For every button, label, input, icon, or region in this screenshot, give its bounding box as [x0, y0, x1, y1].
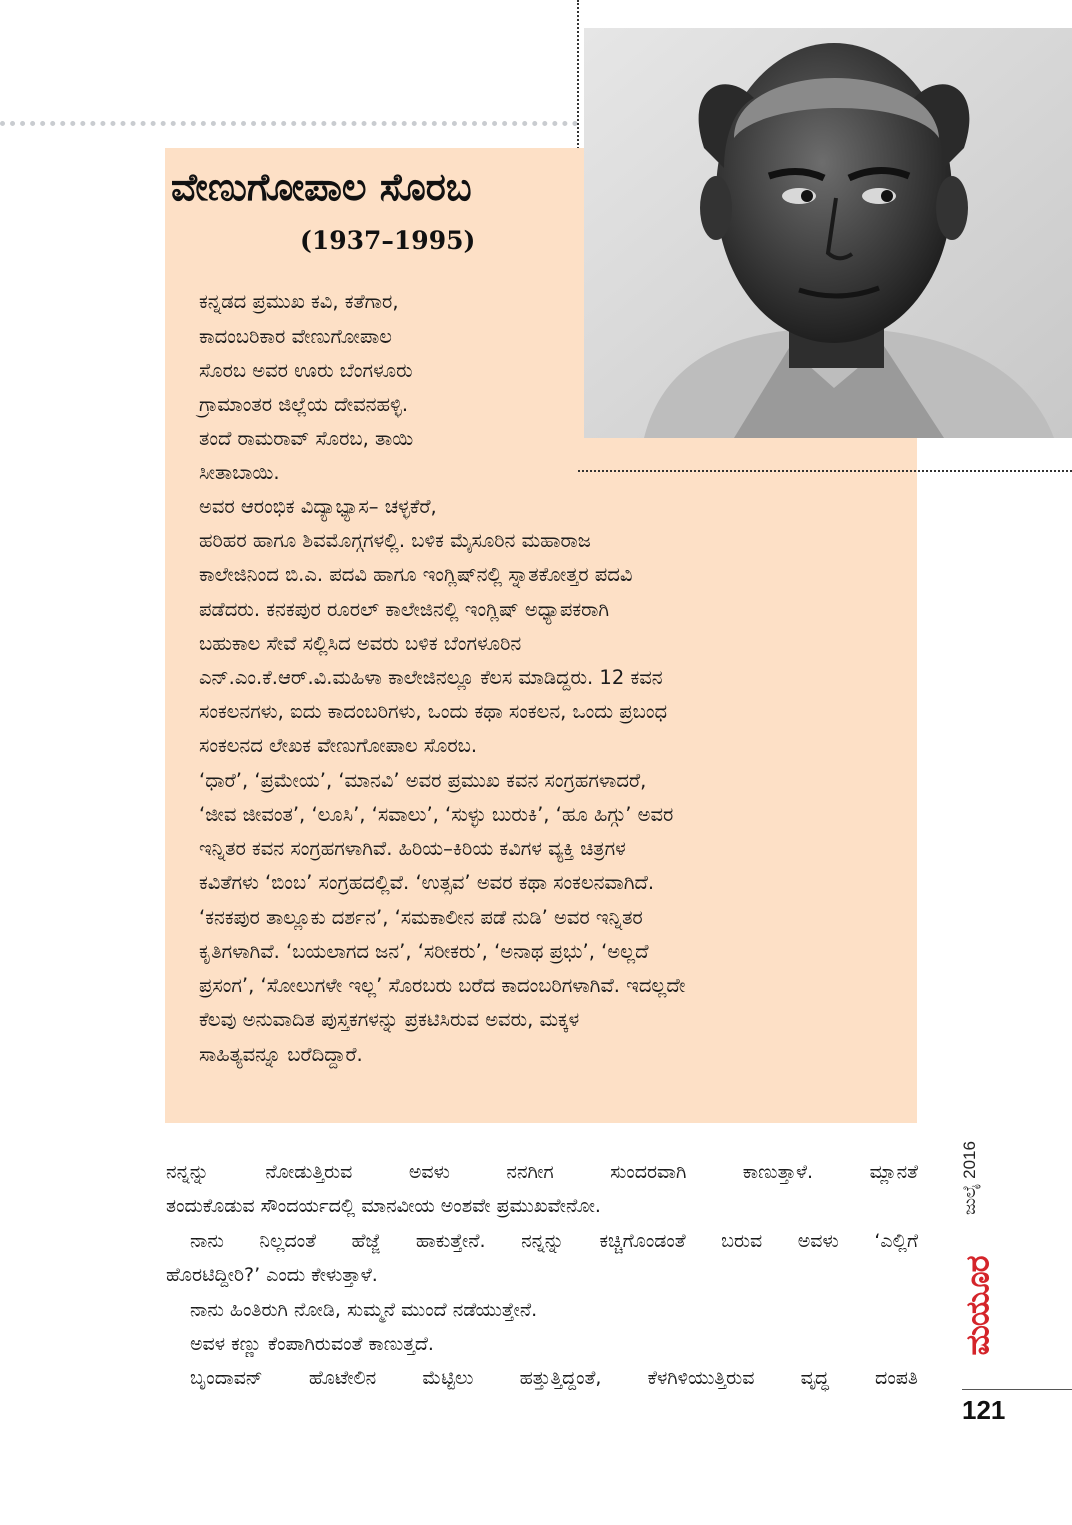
story-line: ತಂದುಕೊಡುವ ಸೌಂದರ್ಯದಲ್ಲಿ ಮಾನವೀಯ ಅಂಶವೇ ಪ್ರಮುಖವೇನೋ. — [166, 1195, 601, 1217]
bio-line: ಸಂಕಲನಗಳು, ಐದು ಕಾದಂಬರಿಗಳು, ಒಂದು ಕಥಾ ಸಂಕಲನ, ಒಂದು ಪ್ರಬಂಧ — [199, 700, 668, 723]
bio-line: ಹರಿಹರ ಹಾಗೂ ಶಿವಮೊಗ್ಗಗಳಲ್ಲಿ. ಬಳಿಕ ಮೈಸೂರಿನ ಮಹಾರಾಜ — [199, 529, 591, 552]
author-photo — [584, 28, 1072, 438]
bio-line: ಪ್ರಸಂಗ’, ‘ಸೋಲುಗಳೇ ಇಲ್ಲ’ ಸೊರಬರು ಬರೆದ ಕಾದಂಬರಿಗಳಾಗಿವೆ. ಇದಲ್ಲದೇ — [199, 974, 686, 997]
dotted-rule-right — [578, 470, 1072, 472]
bio-line: ಕನ್ನಡದ ಪ್ರಮುಖ ಕವಿ, ಕತೆಗಾರ, — [199, 290, 399, 313]
masthead-text: ಮಯೂರ — [958, 1256, 997, 1356]
bio-line: ಸಂಕಲನದ ಲೇಖಕ ವೇಣುಗೋಪಾಲ ಸೊರಬ. — [199, 734, 478, 757]
bio-line: ಕೆಲವು ಅನುವಾದಿತ ಪುಸ್ತಕಗಳನ್ನು ಪ್ರಕಟಿಸಿರುವ ಅವರು, ಮಕ್ಕಳ — [199, 1008, 580, 1031]
bio-line: ಕವಿತೆಗಳು ‘ಬಿಂಬ’ ಸಂಗ್ರಹದಲ್ಲಿವೆ. ‘ಉತ್ಸವ’ ಅವರ ಕಥಾ ಸಂಕಲನವಾಗಿದೆ. — [199, 871, 655, 894]
author-portrait-image — [584, 28, 1072, 438]
bio-line: ಎನ್.ಎಂ.ಕೆ.ಆರ್.ವಿ.ಮಹಿಳಾ ಕಾಲೇಜಿನಲ್ಲೂ ಕೆಲಸ ಮಾಡಿದ್ದರು. 12 ಕವನ — [199, 666, 663, 689]
bio-line: ಇನ್ನಿತರ ಕವನ ಸಂಗ್ರಹಗಳಾಗಿವೆ. ಹಿರಿಯ–ಕಿರಿಯ ಕವಿಗಳ ವ್ಯಕ್ತಿ ಚಿತ್ರಗಳ — [199, 837, 626, 860]
bio-line: ಬಹುಕಾಲ ಸೇವೆ ಸಲ್ಲಿಸಿದ ಅವರು ಬಳಿಕ ಬೆಂಗಳೂರಿನ — [199, 632, 522, 655]
bio-line: ಗ್ರಾಮಾಂತರ ಜಿಲ್ಲೆಯ ದೇವನಹಳ್ಳಿ. — [199, 393, 409, 416]
bio-years: (1937–1995) — [300, 226, 476, 255]
page-number-rule — [962, 1389, 1072, 1390]
page-number: 121 — [962, 1395, 1006, 1425]
dotted-rule-top — [0, 121, 578, 126]
story-line: ನಾನು ನಿಲ್ಲದಂತೆ ಹೆಜ್ಜೆ ಹಾಕುತ್ತೇನೆ. ನನ್ನನ್ನು ಕಚ್ಚಿಗೊಂಡಂತೆ ಬರುವ ಅವಳು ‘ಎಲ್ಲಿಗೆ — [190, 1230, 918, 1252]
issue-date — [940, 1130, 1000, 1225]
bio-line: ಕೃತಿಗಳಾಗಿವೆ. ‘ಬಯಲಾಗದ ಜನ’, ‘ಸರೀಕರು’, ‘ಅನಾಥ ಪ್ರಭು’, ‘ಅಲ್ಲದೆ — [199, 940, 649, 963]
bio-line: ಸೊರಬ ಅವರ ಊರು ಬೆಂಗಳೂರು — [199, 359, 413, 382]
bio-line: ಕಾಲೇಜಿನಿಂದ ಬಿ.ಎ. ಪದವಿ ಹಾಗೂ ಇಂಗ್ಲಿಷ್‌ನಲ್ಲಿ ಸ್ನಾತಕೋತ್ತರ ಪದವಿ — [199, 563, 633, 586]
story-line: ಅವಳ ಕಣ್ಣು ಕೆಂಪಾಗಿರುವಂತೆ ಕಾಣುತ್ತದೆ. — [190, 1333, 434, 1355]
story-line: ನಾನು ಹಿಂತಿರುಗಿ ನೋಡಿ, ಸುಮ್ಮನೆ ಮುಂದೆ ನಡೆಯುತ್ತೇನೆ. — [190, 1299, 538, 1321]
bio-line: ಸೀತಾಬಾಯಿ. — [199, 461, 280, 484]
story-line: ಬೃಂದಾವನ್ ಹೊಟೇಲಿನ ಮೆಟ್ಟಿಲು ಹತ್ತುತ್ತಿದ್ದಂತೆ, ಕೆಳಗಿಳಿಯುತ್ತಿರುವ ವೃದ್ಧ ದಂಪತಿ — [190, 1367, 918, 1389]
story-line: ನನ್ನನ್ನು ನೋಡುತ್ತಿರುವ ಅವಳು ನನಗೀಗ ಸುಂದರವಾಗಿ ಕಾಣುತ್ತಾಳೆ. ಮ್ಲಾನತೆ — [166, 1161, 918, 1183]
bio-title: ವೇಣುಗೋಪಾಲ ಸೊರಬ — [171, 165, 472, 209]
bio-line: ತಂದೆ ರಾಮರಾವ್ ಸೊರಬ, ತಾಯಿ — [199, 427, 414, 450]
bio-line: ‘ಕನಕಪುರ ತಾಲ್ಲೂಕು ದರ್ಶನ’, ‘ಸಮಕಾಲೀನ ಪಡೆ ನುಡಿ’ ಅವರ ಇನ್ನಿತರ — [199, 906, 643, 929]
bio-line: ‘ಜೀವ ಜೀವಂತ’, ‘ಲೂಸಿ’, ‘ಸವಾಲು’, ‘ಸುಳ್ಳು ಬುರುಕಿ’, ‘ಹೂ ಹಿಗ್ಗು’ ಅವರ — [199, 803, 674, 826]
magazine-masthead — [958, 1228, 998, 1384]
bio-line: ಸಾಹಿತ್ಯವನ್ನೂ ಬರೆದಿದ್ದಾರೆ. — [199, 1043, 363, 1066]
bio-line: ಕಾದಂಬರಿಕಾರ ವೇಣುಗೋಪಾಲ — [199, 325, 392, 348]
bio-line: ಪಡೆದರು. ಕನಕಪುರ ರೂರಲ್ ಕಾಲೇಜಿನಲ್ಲಿ ಇಂಗ್ಲಿಷ್ ಅಧ್ಯಾಪಕರಾಗಿ — [199, 598, 610, 621]
bio-line: ಅವರ ಆರಂಭಿಕ ವಿದ್ಯಾಭ್ಯಾಸ– ಚಳ್ಳಕೆರೆ, — [199, 495, 437, 518]
issue-date-text: ಜುಲೈ 2016 — [960, 1141, 979, 1215]
story-line: ಹೊರಟಿದ್ದೀರಿ?’ ಎಂದು ಕೇಳುತ್ತಾಳೆ. — [166, 1264, 378, 1286]
bio-line: ‘ಧಾರೆ’, ‘ಪ್ರಮೇಯ’, ‘ಮಾನವಿ’ ಅವರ ಪ್ರಮುಖ ಕವನ ಸಂಗ್ರಹಗಳಾದರೆ, — [199, 769, 647, 792]
